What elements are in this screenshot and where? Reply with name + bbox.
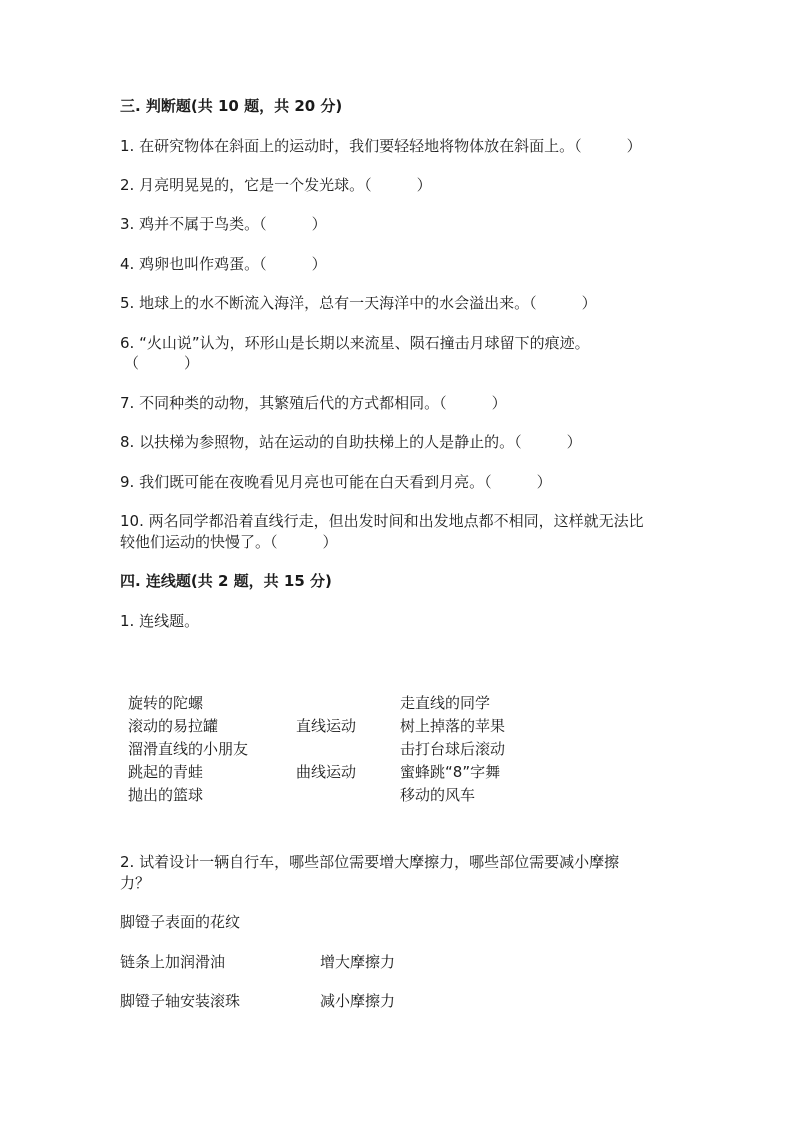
q2-left-item: 脚镫子轴安装滚珠 [120,992,241,1010]
tf-question-3: 3. 鸡并不属于鸟类。（ ） [120,215,327,233]
tf-question-6: 6. “火山说”认为，环形山是长期以来流星、陨石撞击月球留下的痕迹。 [120,334,590,352]
q2-right-item: 减小摩擦力 [320,992,396,1010]
tf-question-7: 7. 不同种类的动物，其繁殖后代的方式都相同。（ ） [120,394,507,412]
tf-question-6-paren: （ ） [124,354,200,372]
q1-left-item: 滚动的易拉罐 [128,717,219,735]
tf-question-1: 1. 在研究物体在斜面上的运动时，我们要轻轻地将物体放在斜面上。（ ） [120,137,642,155]
q1-left-item: 抛出的篮球 [128,786,204,804]
q1-right-item: 移动的风车 [400,786,476,804]
tf-question-4: 4. 鸡卵也叫作鸡蛋。（ ） [120,255,327,273]
tf-question-10-line2: 较他们运动的快慢了。（ ） [120,533,338,551]
q1-right-item: 树上掉落的苹果 [400,717,506,735]
q1-right-item: 击打台球后滚动 [400,740,506,758]
tf-question-8: 8. 以扶梯为参照物，站在运动的自助扶梯上的人是静止的。（ ） [120,433,582,451]
q1-middle-item: 直线运动 [296,717,357,735]
section4-heading: 四. 连线题(共 2 题，共 15 分) [120,572,332,590]
tf-question-5: 5. 地球上的水不断流入海洋，总有一天海洋中的水会溢出来。（ ） [120,294,597,312]
q1-middle-item: 曲线运动 [296,763,357,781]
q1-left-item: 溜滑直线的小朋友 [128,740,249,758]
q1-left-item: 跳起的青蛙 [128,763,204,781]
q1-right-item: 走直线的同学 [400,694,491,712]
tf-question-9: 9. 我们既可能在夜晚看见月亮也可能在白天看到月亮。（ ） [120,473,552,491]
matching-q2-prompt-line1: 2. 试着设计一辆自行车，哪些部位需要增大摩擦力，哪些部位需要减小摩擦 [120,853,620,871]
tf-question-10-line1: 10. 两名同学都沿着直线行走，但出发时间和出发地点都不相同，这样就无法比 [120,512,644,530]
matching-q1-prompt: 1. 连线题。 [120,612,200,630]
matching-q2-prompt-line2: 力？ [120,874,151,892]
tf-question-2: 2. 月亮明晃晃的，它是一个发光球。（ ） [120,176,432,194]
q2-left-item: 链条上加润滑油 [120,953,226,971]
q1-left-item: 旋转的陀螺 [128,694,204,712]
section3-heading: 三. 判断题(共 10 题，共 20 分) [120,97,343,115]
q1-right-item: 蜜蜂跳“8”字舞 [400,763,501,781]
q2-left-item: 脚镫子表面的花纹 [120,913,241,931]
q2-right-item: 增大摩擦力 [320,953,396,971]
